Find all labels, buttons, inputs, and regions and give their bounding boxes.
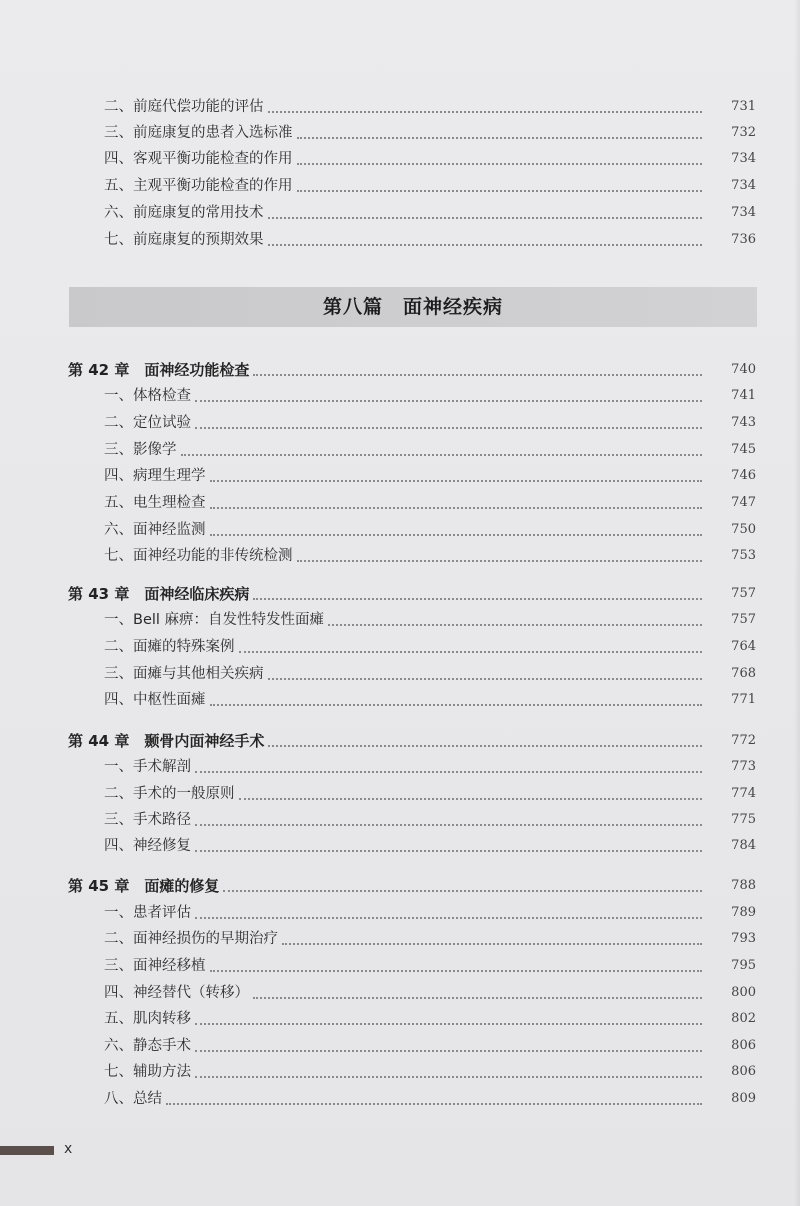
- dot-leader: [195, 771, 702, 773]
- dot-leader: [195, 1076, 702, 1078]
- entry-label: 七、面神经功能的非传统检测: [104, 548, 293, 564]
- entry-label: 五、电生理检查: [104, 495, 206, 511]
- page-edge-shadow: [794, 0, 800, 1206]
- toc-entry[interactable]: [0, 490, 800, 516]
- dot-leader: [181, 454, 702, 456]
- dot-leader: [195, 400, 702, 402]
- entry-page: 802: [731, 1011, 756, 1026]
- entry-label: 一、手术解剖: [104, 759, 191, 775]
- entry-page: 736: [731, 232, 756, 247]
- entry-page: 775: [731, 812, 756, 827]
- entry-label: 一、Bell 麻痹：自发性特发性面瘫: [104, 612, 325, 628]
- toc-entry[interactable]: [0, 463, 800, 489]
- toc-entry[interactable]: [0, 1059, 800, 1085]
- entry-label: 七、辅助方法: [104, 1064, 191, 1080]
- dot-leader: [223, 890, 702, 892]
- entry-page: 795: [731, 958, 756, 973]
- toc-entry[interactable]: [0, 807, 800, 833]
- chapter-page: 740: [731, 362, 756, 377]
- entry-label: 二、面神经损伤的早期治疗: [104, 931, 278, 947]
- dot-leader: [253, 598, 702, 600]
- entry-label: 四、客观平衡功能检查的作用: [104, 151, 293, 167]
- dot-leader: [297, 560, 702, 562]
- chapter-page: 757: [731, 586, 756, 601]
- dot-leader: [297, 190, 702, 192]
- toc-entry[interactable]: [0, 120, 800, 146]
- entry-page: 806: [731, 1064, 756, 1079]
- dot-leader: [297, 163, 702, 165]
- dot-leader: [195, 917, 702, 919]
- entry-page: 806: [731, 1038, 756, 1053]
- entry-page: 774: [731, 786, 756, 801]
- chapter-page: 788: [731, 878, 756, 893]
- toc-entry[interactable]: [0, 687, 800, 713]
- toc-entry[interactable]: [0, 926, 800, 952]
- dot-leader: [253, 997, 702, 999]
- toc-entry[interactable]: [0, 410, 800, 436]
- chapter-entry[interactable]: [0, 728, 800, 754]
- chapter-entry[interactable]: [0, 357, 800, 383]
- dot-leader: [210, 970, 702, 972]
- entry-page: 750: [731, 522, 756, 537]
- toc-entry[interactable]: [0, 1006, 800, 1032]
- chapter-page: 772: [731, 733, 756, 748]
- entry-label: 八、总结: [104, 1091, 162, 1107]
- toc-entry[interactable]: [0, 437, 800, 463]
- toc-entry[interactable]: [0, 517, 800, 543]
- entry-page: 747: [731, 495, 756, 510]
- toc-entry[interactable]: [0, 781, 800, 807]
- dot-leader: [268, 111, 702, 113]
- dot-leader: [297, 137, 702, 139]
- entry-label: 三、面神经移植: [104, 958, 206, 974]
- entry-page: 809: [731, 1091, 756, 1106]
- dot-leader: [210, 704, 702, 706]
- toc-entry[interactable]: [0, 980, 800, 1006]
- entry-page: 793: [731, 931, 756, 946]
- toc-entry[interactable]: [0, 607, 800, 633]
- entry-page: 757: [731, 612, 756, 627]
- toc-entry[interactable]: [0, 543, 800, 569]
- dot-leader: [195, 1023, 702, 1025]
- entry-label: 二、前庭代偿功能的评估: [104, 99, 264, 115]
- toc-entry[interactable]: [0, 383, 800, 409]
- entry-label: 五、肌肉转移: [104, 1011, 191, 1027]
- entry-page: 764: [731, 639, 756, 654]
- entry-label: 二、面瘫的特殊案例: [104, 639, 235, 655]
- entry-label: 四、病理生理学: [104, 468, 206, 484]
- entry-page: 734: [731, 151, 756, 166]
- dot-leader: [195, 427, 702, 429]
- dot-leader: [166, 1103, 702, 1105]
- entry-page: 743: [731, 415, 756, 430]
- entry-page: 731: [731, 99, 756, 114]
- chapter-title: 第 42 章 面神经功能检查: [68, 361, 250, 379]
- entry-label: 七、前庭康复的预期效果: [104, 232, 264, 248]
- dot-leader: [195, 1050, 702, 1052]
- entry-page: 768: [731, 666, 756, 681]
- chapter-entry[interactable]: [0, 873, 800, 899]
- dot-leader: [268, 244, 702, 246]
- entry-page: 745: [731, 442, 756, 457]
- toc-entry[interactable]: [0, 173, 800, 199]
- dot-leader: [210, 534, 702, 536]
- chapter-entry[interactable]: [0, 581, 800, 607]
- entry-page: 753: [731, 548, 756, 563]
- dot-leader: [253, 374, 702, 376]
- entry-label: 五、主观平衡功能检查的作用: [104, 178, 293, 194]
- entry-page: 734: [731, 205, 756, 220]
- entry-page: 784: [731, 838, 756, 853]
- entry-page: 734: [731, 178, 756, 193]
- toc-entry[interactable]: [0, 754, 800, 780]
- entry-label: 三、前庭康复的患者入选标准: [104, 125, 293, 141]
- toc-entry[interactable]: [0, 833, 800, 859]
- entry-label: 六、面神经监测: [104, 522, 206, 538]
- toc-entry[interactable]: [0, 953, 800, 979]
- toc-entry[interactable]: [0, 900, 800, 926]
- entry-page: 732: [731, 125, 756, 140]
- entry-page: 773: [731, 759, 756, 774]
- toc-entry[interactable]: [0, 1086, 800, 1112]
- toc-entry[interactable]: [0, 94, 800, 120]
- toc-entry[interactable]: [0, 661, 800, 687]
- entry-label: 四、中枢性面瘫: [104, 692, 206, 708]
- dot-leader: [268, 745, 702, 747]
- entry-page: 800: [731, 985, 756, 1000]
- entry-page: 741: [731, 388, 756, 403]
- entry-page: 746: [731, 468, 756, 483]
- part-banner: [69, 287, 757, 327]
- entry-page: 771: [731, 692, 756, 707]
- entry-label: 六、静态手术: [104, 1038, 191, 1054]
- entry-label: 四、神经替代（转移）: [104, 985, 249, 1001]
- toc-entry[interactable]: [0, 634, 800, 660]
- dot-leader: [210, 507, 702, 509]
- entry-label: 三、手术路径: [104, 812, 191, 828]
- dot-leader: [195, 850, 702, 852]
- part-title: 第八篇 面神经疾病: [322, 296, 503, 318]
- entry-label: 一、体格检查: [104, 388, 191, 404]
- entry-label: 三、面瘫与其他相关疾病: [104, 666, 264, 682]
- toc-entry[interactable]: [0, 227, 800, 253]
- dot-leader: [239, 651, 702, 653]
- toc-entry[interactable]: [0, 200, 800, 226]
- entry-label: 四、神经修复: [104, 838, 191, 854]
- dot-leader: [268, 678, 702, 680]
- chapter-title: 第 45 章 面瘫的修复: [68, 877, 220, 895]
- entry-label: 三、影像学: [104, 442, 177, 458]
- dot-leader: [210, 480, 702, 482]
- chapter-title: 第 44 章 颞骨内面神经手术: [68, 732, 265, 750]
- toc-entry[interactable]: [0, 146, 800, 172]
- dot-leader: [282, 943, 702, 945]
- toc-entry[interactable]: [0, 1033, 800, 1059]
- page-number: x: [64, 1141, 73, 1157]
- entry-label: 二、手术的一般原则: [104, 786, 235, 802]
- dot-leader: [328, 624, 702, 626]
- dot-leader: [268, 217, 702, 219]
- footer-bar: [0, 1146, 54, 1155]
- entry-label: 二、定位试验: [104, 415, 191, 431]
- dot-leader: [239, 798, 702, 800]
- chapter-title: 第 43 章 面神经临床疾病: [68, 585, 250, 603]
- entry-label: 一、患者评估: [104, 905, 191, 921]
- entry-page: 789: [731, 905, 756, 920]
- dot-leader: [195, 824, 702, 826]
- entry-label: 六、前庭康复的常用技术: [104, 205, 264, 221]
